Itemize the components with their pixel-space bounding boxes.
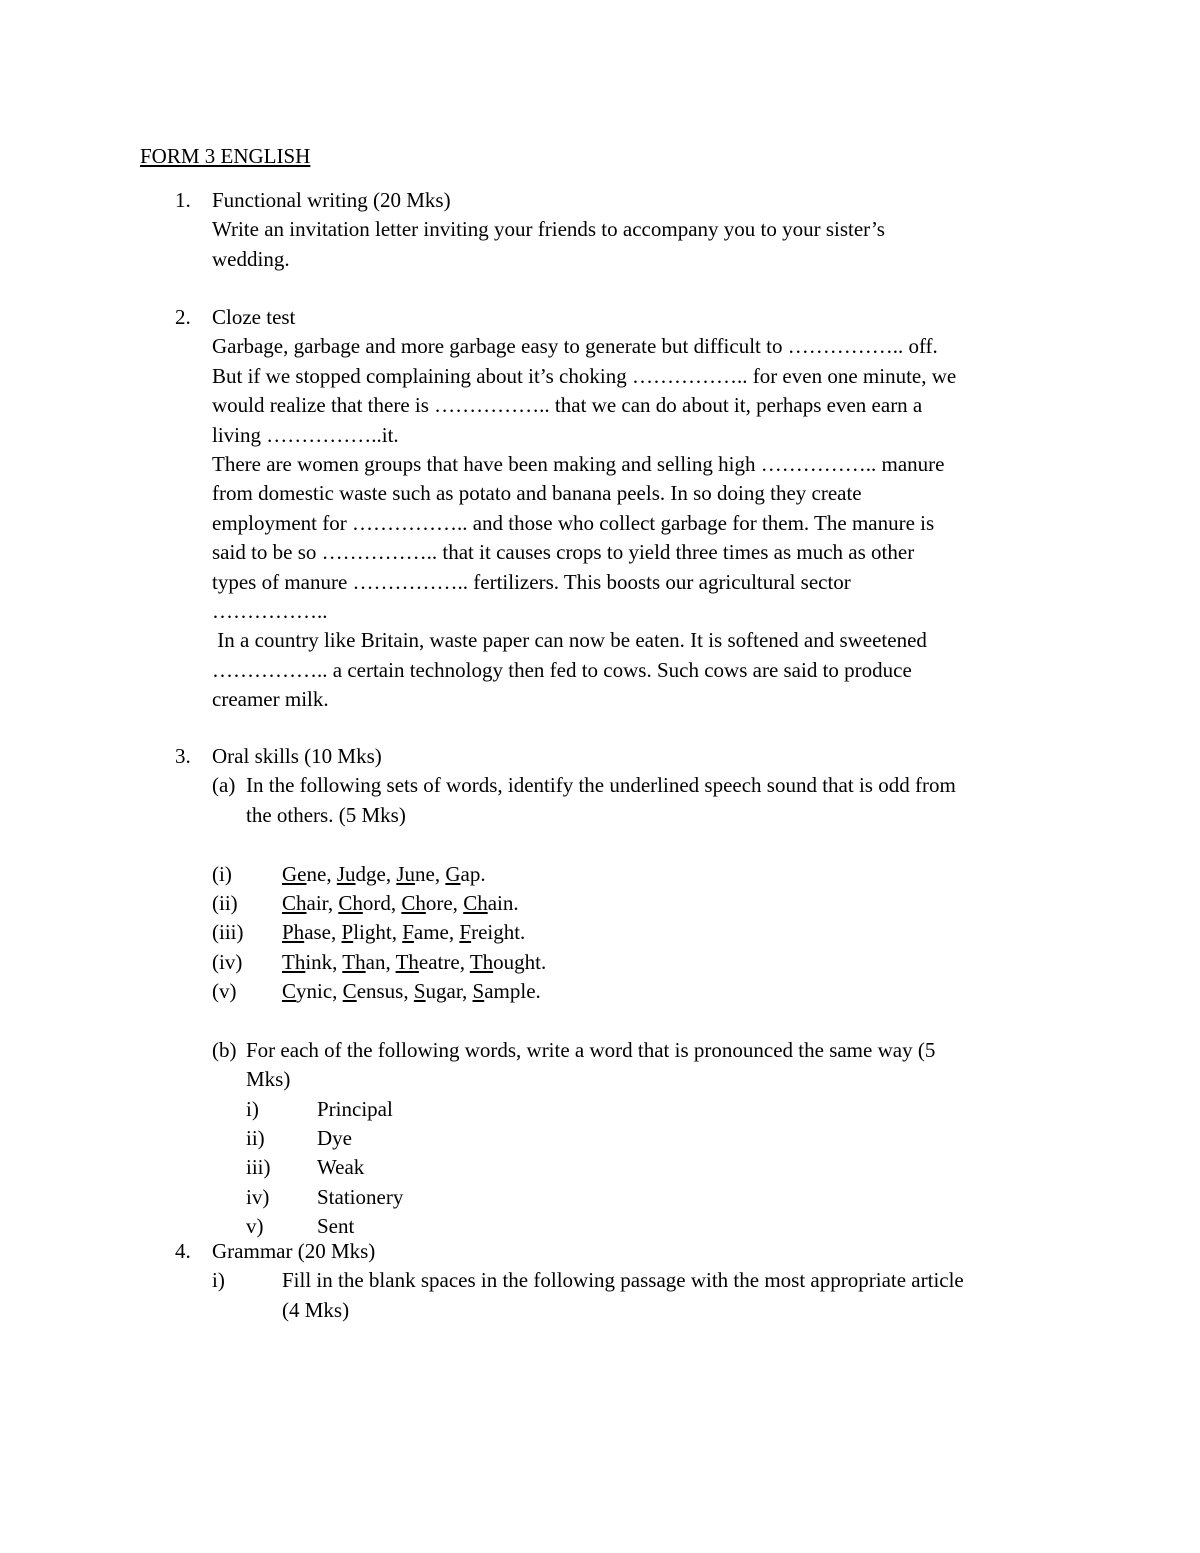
- underlined-sound: Th: [282, 949, 306, 974]
- grammar-text-line: (4 Mks): [282, 1297, 350, 1322]
- underlined-sound: Ch: [463, 890, 488, 915]
- homophone-item: [212, 1153, 1062, 1182]
- word-set-row: [212, 860, 1062, 889]
- cloze-line: from domestic waste such as potato and banana peels. In so doing they create: [212, 481, 862, 506]
- homophone-item: [212, 1183, 1062, 1212]
- word-set-label: (i): [212, 861, 232, 886]
- item-word: Stationery: [317, 1184, 404, 1209]
- underlined-sound: S: [413, 979, 426, 1004]
- cloze-line: …………….. a certain technology then fed to cows. Such cows are said to produce: [212, 657, 912, 682]
- item-word: Weak: [317, 1155, 365, 1180]
- word-set-label: (v): [212, 979, 237, 1004]
- item-label: i): [246, 1096, 259, 1121]
- underlined-sound: Ch: [401, 890, 426, 915]
- grammar-text-line: Fill in the blank spaces in the following passage with the most appropriate article: [282, 1268, 964, 1293]
- cloze-line: But if we stopped complaining about it’s choking …………….. for even one minute, we: [212, 363, 957, 388]
- word-set-label: (iii): [212, 920, 244, 945]
- question-heading: Functional writing (20 Mks): [212, 188, 451, 212]
- word-sets-list: [212, 860, 1062, 1007]
- word-set-row: [212, 977, 1062, 1006]
- underlined-sound: C: [342, 979, 357, 1004]
- word-set-label: (iv): [212, 949, 243, 974]
- word-set-words: Think, Than, Theatre, Thought.: [282, 949, 547, 974]
- part-label: (b): [212, 1037, 237, 1062]
- underlined-sound: Ch: [282, 890, 307, 915]
- question-text-line: Write an invitation letter inviting your friends to accompany you to your sister’s: [212, 217, 885, 242]
- question-heading: Cloze test: [212, 305, 296, 329]
- grammar-part-i: [212, 1266, 1062, 1325]
- word-set-row: [212, 889, 1062, 918]
- word-set-words: Phase, Plight, Fame, Freight.: [282, 920, 526, 945]
- item-word: Sent: [317, 1214, 355, 1239]
- underlined-sound: G: [445, 861, 461, 886]
- underlined-sound: Th: [395, 949, 419, 974]
- part-a-text: the others. (5 Mks): [246, 802, 406, 827]
- part-a-row: [212, 771, 1062, 800]
- item-word: Dye: [317, 1126, 352, 1151]
- part-b-text: Mks): [246, 1067, 291, 1092]
- part-label: (a): [212, 773, 236, 798]
- underlined-sound: C: [282, 979, 297, 1004]
- cloze-line: would realize that there is …………….. that we can do about it, perhaps even earn a: [212, 393, 923, 418]
- underlined-sound: S: [472, 979, 485, 1004]
- underlined-sound: Th: [469, 949, 494, 974]
- question-number: 3.: [175, 744, 191, 768]
- cloze-line: said to be so …………….. that it causes crops to yield three times as much as other: [212, 540, 915, 565]
- underlined-sound: Ju: [396, 861, 416, 886]
- underlined-sound: Ge: [282, 861, 307, 886]
- word-set-words: Gene, Judge, June, Gap.: [282, 861, 486, 886]
- word-set-words: Chair, Chord, Chore, Chain.: [282, 890, 519, 915]
- underlined-sound: Ph: [282, 920, 305, 945]
- underlined-sound: P: [341, 920, 354, 945]
- item-label: ii): [246, 1126, 265, 1151]
- item-label: v): [246, 1214, 264, 1239]
- question-number: 1.: [175, 188, 191, 212]
- word-set-row: [212, 918, 1062, 947]
- underlined-sound: Th: [342, 949, 366, 974]
- homophone-item: [212, 1095, 1062, 1124]
- page-title: FORM 3 ENGLISH: [140, 144, 311, 168]
- item-label: iii): [246, 1155, 271, 1180]
- cloze-line: living ……………..it.: [212, 422, 399, 447]
- question-heading: Grammar (20 Mks): [212, 1239, 376, 1263]
- part-b-row: [212, 1065, 1062, 1094]
- cloze-line: creamer milk.: [212, 687, 329, 712]
- cloze-line: employment for …………….. and those who collect garbage for them. The manure is: [212, 510, 935, 535]
- cloze-line: In a country like Britain, waste paper can now be eaten. It is softened and sweetened: [212, 628, 927, 653]
- cloze-line: types of manure …………….. fertilizers. This boosts our agricultural sector: [212, 569, 851, 594]
- underlined-sound: Ch: [338, 890, 363, 915]
- homophone-item: [212, 1124, 1062, 1153]
- item-label: iv): [246, 1184, 270, 1209]
- underlined-sound: F: [402, 920, 414, 945]
- cloze-line: There are women groups that have been making and selling high …………….. manure: [212, 452, 945, 477]
- cloze-line: Garbage, garbage and more garbage easy to generate but difficult to …………….. off.: [212, 334, 938, 359]
- cloze-line: ……………..: [212, 599, 328, 624]
- underlined-sound: F: [459, 920, 472, 945]
- part-a-text: In the following sets of words, identify the underlined speech sound that is odd from: [246, 773, 956, 798]
- question-number: 2.: [175, 305, 191, 329]
- underlined-sound: Ju: [336, 861, 356, 886]
- part-a-row: [212, 801, 1062, 830]
- item-label: i): [212, 1268, 225, 1293]
- word-set-words: Cynic, Census, Sugar, Sample.: [282, 979, 541, 1004]
- question-text-line: wedding.: [212, 246, 290, 271]
- part-b-text: For each of the following words, write a word that is pronounced the same way (5: [246, 1037, 936, 1062]
- word-set-label: (ii): [212, 890, 238, 915]
- part-b-row: [212, 1036, 1062, 1065]
- word-set-row: [212, 948, 1062, 977]
- question-number: 4.: [175, 1239, 191, 1263]
- item-word: Principal: [317, 1096, 393, 1121]
- question-heading: Oral skills (10 Mks): [212, 744, 382, 768]
